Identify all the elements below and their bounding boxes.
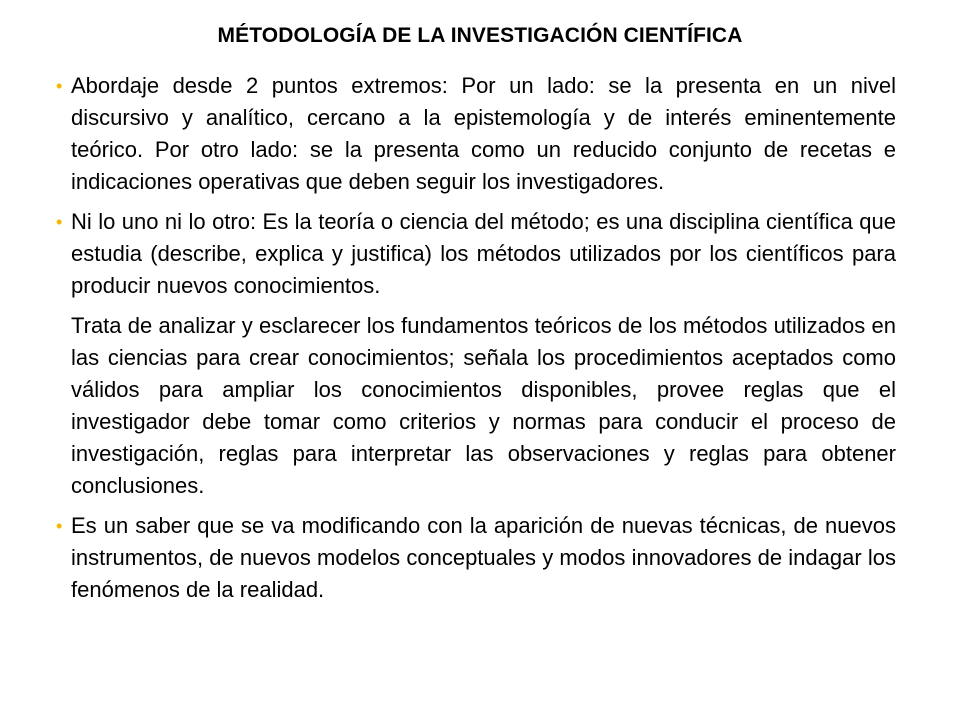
paragraph-text: Trata de analizar y esclarecer los fundamentos teóricos de los métodos utilizados en las ciencias para crear conocimientos; señala los procedimientos aceptados como válidos para ampliar los conocimientos disponibles, provee reglas que el investigador debe tomar como criterios y normas para conducir el proceso de investigación, reglas para interpretar las observaciones y reglas para obtener conclusiones.	[71, 313, 896, 498]
slide-body	[56, 70, 896, 614]
paragraph-text: Ni lo uno ni lo otro: Es la teoría o ciencia del método; es una disciplina científica que estudia (describe, explica y justifica) los métodos utilizados por los científicos para producir nuevos conocimientos.	[71, 209, 896, 298]
bullet-icon: •	[56, 516, 63, 536]
paragraph-text: Es un saber que se va modificando con la aparición de nuevas técnicas, de nuevos instrumentos, de nuevos modelos conceptuales y modos innovadores de indagar los fenómenos de la realidad.	[71, 513, 896, 602]
paragraph-es-un-saber	[56, 510, 896, 606]
paragraph-text: Abordaje desde 2 puntos extremos: Por un lado: se la presenta en un nivel discursivo y analítico, cercano a la epistemología y de interés eminentemente teórico. Por otro lado: se la presenta como un reducido conjunto de recetas e indicaciones operativas que deben seguir los investigadores.	[71, 73, 896, 194]
paragraph-trata-de	[56, 310, 896, 502]
bullet-icon: •	[56, 76, 63, 96]
bullet-icon: •	[56, 212, 63, 232]
paragraph-ni-lo-uno	[56, 206, 896, 302]
slide-title: MÉTODOLOGÍA DE LA INVESTIGACIÓN CIENTÍFICA	[217, 24, 743, 47]
paragraph-abordaje	[56, 70, 896, 198]
